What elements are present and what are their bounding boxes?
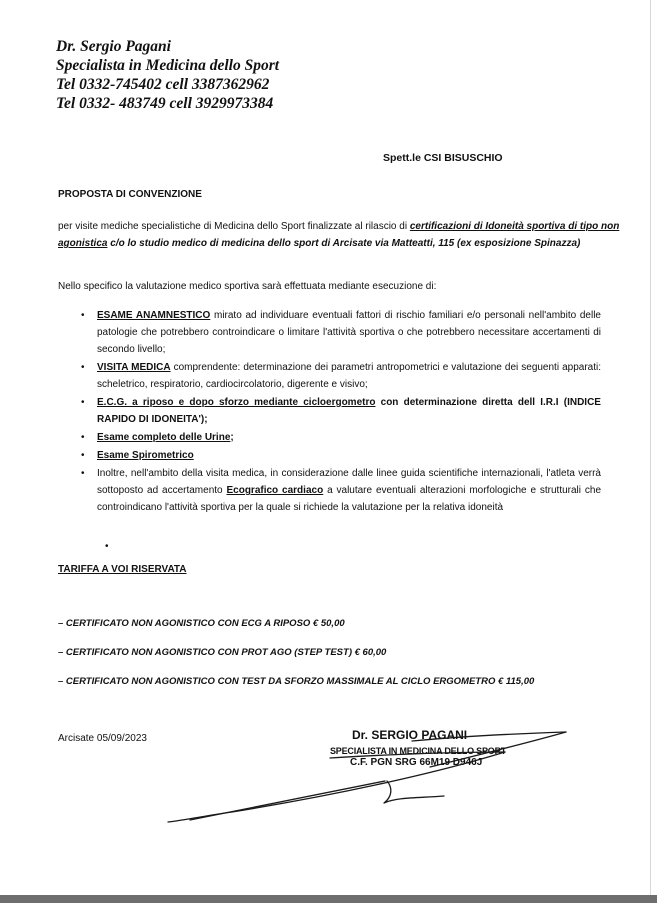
bullet-glyph: • (81, 450, 85, 461)
exam-title: Esame Spirometrico (97, 450, 194, 461)
doctor-specialty: Specialista in Medicina dello Sport (56, 57, 280, 74)
scan-right-edge (650, 0, 657, 903)
exam-description: comprendente: determinazione dei parametri antropometrici e valutazione dei seguenti apparati: scheletrico, respiratorio, cardiocircolatorio, digerente e visivo; (97, 362, 601, 390)
bullet-glyph: • (81, 432, 85, 443)
exam-title: VISITA MEDICA (97, 362, 171, 373)
tariff-line: – CERTIFICATO NON AGONISTICO CON ECG A RIPOSO € 50,00 (58, 618, 345, 629)
exam-list (81, 307, 601, 517)
exam-description: ; (230, 432, 234, 443)
addressee: Spett.le CSI BISUSCHIO (383, 152, 503, 164)
bullet-glyph: • (81, 310, 85, 321)
evaluation-intro: Nello specifico la valutazione medico sportiva sarà effettuata mediante esecuzione di: (58, 281, 437, 292)
exam-title: ESAME ANAMNESTICO (97, 310, 211, 321)
bullet-glyph: • (81, 468, 85, 479)
bullet-glyph: • (81, 362, 85, 373)
phone-line-2: Tel 0332- 483749 cell 3929973384 (56, 95, 274, 112)
doctor-name: Dr. Sergio Pagani (56, 38, 171, 55)
exam-description: a valutare eventuali alterazioni morfologiche e strutturali che controindicano l'attività sportiva per la quale si richiede la valutazione per la relativa idoneità (97, 485, 602, 513)
doctor-stamp (330, 728, 580, 768)
intro-text-3: c/o lo studio medico di medicina dello sport di Arcisate via Matteatti, 115 (ex esposizione Spinazza) (107, 238, 581, 249)
tariff-line: – CERTIFICATO NON AGONISTICO CON PROT AGO (STEP TEST) € 60,00 (58, 647, 387, 658)
exam-description: mirato ad individuare eventuali fattori di rischio familiari e/o personali nell'ambito delle patologie che potrebbero controindicare o limitare l'attività sportiva o che potrebbero necessitare accertamenti di secondo livello; (97, 310, 601, 355)
exam-description: Inoltre, nell'ambito della visita medica, in considerazione dalle linee guida scientifiche internazionali, l'atleta verrà sottoposto ad accertamento (97, 468, 601, 496)
tariff-line: – CERTIFICATO NON AGONISTICO CON TEST DA SFORZO MASSIMALE AL CICLO ERGOMETRO € 115,00 (58, 676, 535, 687)
stamp-title: SPECIALISTA IN MEDICINA DELLO SPORT (330, 746, 507, 756)
exam-title: Esame completo delle Urine (97, 432, 231, 443)
list-item (81, 394, 601, 428)
letterhead (56, 37, 279, 113)
intro-paragraph (58, 218, 630, 252)
stray-bullet: • (105, 541, 109, 552)
stamp-fiscal-code: C.F. PGN SRG 66M19 D946J (350, 757, 483, 768)
list-item (81, 429, 601, 446)
exam-title: Ecografico cardiaco (226, 485, 324, 496)
stamp-name: Dr. SERGIO PAGANI (352, 728, 468, 742)
certification-type-text: certificazioni di Idoneità sportiva di tipo non agonistica (58, 221, 620, 249)
list-item (81, 447, 601, 464)
intro-text-1: per visite mediche specialistiche di Medicina dello Sport finalizzate al rilascio di (58, 221, 410, 232)
phone-line-1: Tel 0332-745402 cell 3387362962 (56, 76, 270, 93)
scan-bottom-edge (0, 895, 657, 903)
exam-title: E.C.G. a riposo e dopo sforzo mediante cicloergometro (97, 397, 376, 408)
bullet-glyph: • (81, 397, 85, 408)
place-date: Arcisate 05/09/2023 (58, 733, 147, 744)
list-item (81, 359, 601, 393)
tariff-heading: TARIFFA A VOI RISERVATA (58, 564, 187, 575)
list-item (81, 465, 601, 516)
exam-description: con determinazione diretta dell I.R.I (INDICE RAPIDO DI IDONEITA'); (97, 397, 601, 425)
list-item (81, 307, 601, 358)
subject-line: PROPOSTA DI CONVENZIONE (58, 189, 202, 200)
